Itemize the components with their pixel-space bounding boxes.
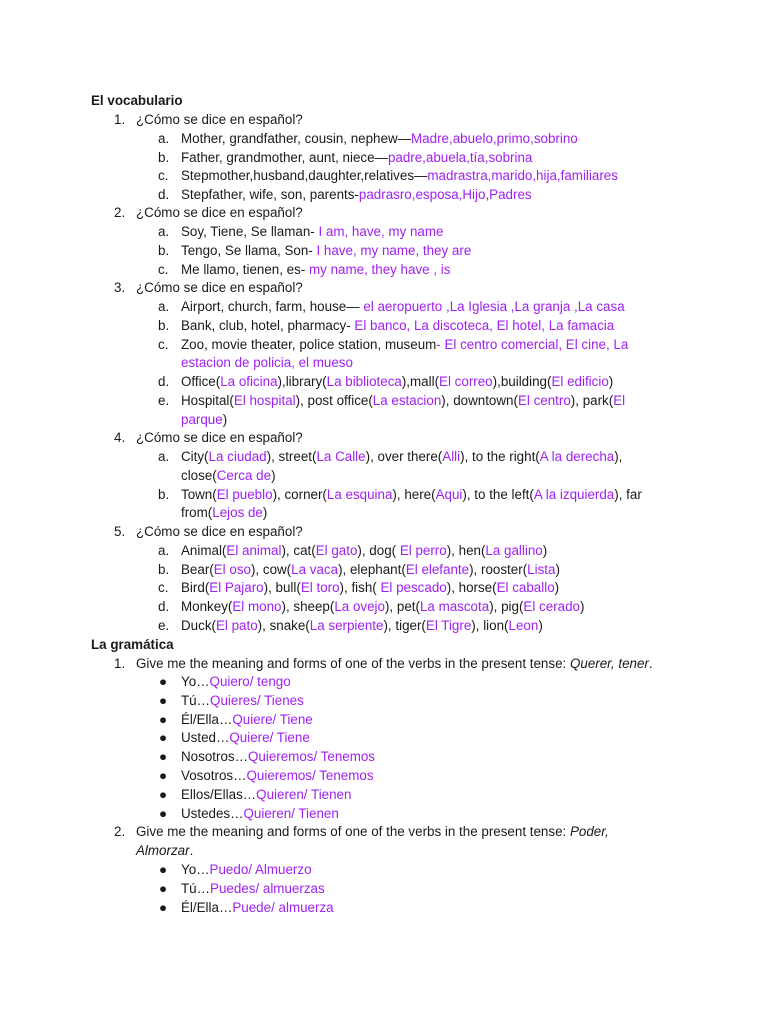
q3a-item <box>181 298 625 316</box>
g2-conjugation-row <box>181 880 325 898</box>
subject-pronoun: Nosotros… <box>181 749 248 765</box>
q3e-item-cont <box>181 411 227 429</box>
q4b-part: from( <box>181 505 213 520</box>
q3e-answer: parque <box>181 412 223 427</box>
q3e-marker: e. <box>158 393 170 408</box>
q5c-answer: El pescado <box>380 580 447 595</box>
g1-bullet: ● <box>159 692 168 708</box>
q5-question: ¿Cómo se dice en español? <box>136 524 303 539</box>
q3b-answer: El banco, La discoteca, El hotel, La famacia <box>354 318 615 333</box>
q3d-part: ) <box>608 374 614 389</box>
verb-forms: Quieres/ Tienes <box>210 692 304 708</box>
q5b-answer: El elefante <box>405 562 470 577</box>
q5d-part: Monkey( <box>181 599 233 614</box>
q4a-answer: La Calle <box>316 449 366 464</box>
q5d-part: ), pig( <box>489 599 524 614</box>
q5a-answer: El gato <box>315 543 358 558</box>
verb-forms: Quieren/ Tienen <box>243 805 339 821</box>
q3d-answer: El edificio <box>551 374 609 389</box>
q4b-marker: b. <box>158 487 170 502</box>
g2-question <box>136 823 609 841</box>
q5c-part: ), horse( <box>446 580 497 595</box>
q4-number: 4. <box>114 430 126 445</box>
g2-period: . <box>189 843 194 858</box>
q3e-part: ) <box>222 412 228 427</box>
g1-prompt: Give me the meaning and forms of one of the verbs in the present tense: <box>136 656 570 671</box>
q3b-text: Bank, club, hotel, pharmacy- <box>181 318 355 333</box>
q3d-part: ),mall( <box>401 374 440 389</box>
q5b-part: ) <box>555 562 560 577</box>
subject-pronoun: Yo… <box>181 862 210 877</box>
q5d-answer: El cerado <box>523 599 580 614</box>
q4a-part: City( <box>181 449 209 464</box>
q5d-answer: La ovejo <box>334 599 385 614</box>
q4b-part: ), to the left( <box>462 487 534 502</box>
q2b-text: Tengo, Se llama, Son- <box>181 243 317 258</box>
g1-verbs: Querer, tener <box>569 656 649 671</box>
q1d-answer: padrasro,esposa,Hijo,Padres <box>358 187 532 202</box>
q3c-answer: - El centro comercial, El cine, La <box>436 337 629 352</box>
g1-bullet: ● <box>159 711 168 727</box>
g1-bullet: ● <box>159 749 168 765</box>
subject-pronoun: Tú… <box>181 880 211 896</box>
q2c-item <box>181 261 450 279</box>
g1-bullet: ● <box>159 730 168 746</box>
q3e-part: ), post office( <box>295 393 373 408</box>
g1-conjugation-row <box>181 692 304 710</box>
q5a-answer: El animal <box>226 543 282 558</box>
q4a-item <box>181 448 622 466</box>
subject-pronoun: Vosotros… <box>181 768 247 783</box>
g2-question-cont <box>136 842 193 860</box>
verb-forms: Puedes/ almuerzas <box>210 880 325 896</box>
q5e-answer: El Tigre <box>425 618 472 633</box>
q3b-marker: b. <box>158 318 170 333</box>
q4b-part: ), corner( <box>272 487 327 502</box>
q5e-marker: e. <box>158 618 170 633</box>
q4a-part: close( <box>181 468 217 483</box>
q3e-answer: El centro <box>517 393 571 408</box>
q3a-text: Airport, church, farm, house— <box>181 299 364 314</box>
verb-forms: Quiero/ tengo <box>209 674 291 689</box>
q1a-marker: a. <box>158 131 170 146</box>
q3c-item <box>181 336 628 354</box>
q5e-answer: El pato <box>215 618 258 633</box>
q4b-answer: A la izquierda <box>533 487 615 502</box>
g1-bullet: ● <box>159 805 168 821</box>
q1a-item <box>181 130 578 148</box>
q4b-answer: La esquina <box>326 487 393 502</box>
q3e-part: ), park( <box>570 393 614 408</box>
q5e-item <box>181 617 543 635</box>
q4a-answer: A la derecha <box>539 449 615 464</box>
q3-number: 3. <box>114 280 126 295</box>
q5d-answer: El mono <box>232 599 282 614</box>
q4a-answer: La ciudad <box>208 449 267 464</box>
q5d-part: ) <box>580 599 585 614</box>
q3c-text: Zoo, movie theater, police station, museum <box>181 337 437 352</box>
g2-bullet: ● <box>159 899 168 915</box>
q3e-part: ), downtown( <box>441 393 518 408</box>
q4b-part: ) <box>262 505 268 520</box>
q5a-part: ), dog( <box>357 543 400 558</box>
q5a-item <box>181 542 547 560</box>
g1-conjugation-row <box>181 729 310 747</box>
q4a-part: ), over there( <box>365 449 443 464</box>
q4a-item-cont <box>181 467 276 485</box>
q2-question: ¿Cómo se dice en español? <box>136 205 303 220</box>
subject-pronoun: Yo… <box>181 674 210 689</box>
q5e-part: Duck( <box>181 618 216 633</box>
q5d-marker: d. <box>158 599 170 614</box>
q1b-answer: padre,abuela,tía,sobrina <box>387 150 533 165</box>
q4a-part: ), <box>614 449 623 464</box>
q2c-text: Me llamo, tienen, es- <box>181 262 310 277</box>
verb-forms: Quieren/ Tienen <box>256 786 352 802</box>
q5a-part: Animal( <box>181 543 227 558</box>
q3d-part: Office( <box>181 374 221 389</box>
q1c-item <box>181 167 618 185</box>
g2-verbs: Poder, <box>569 824 609 839</box>
q3a-answer: el aeropuerto ,La Iglesia ,La granja ,La casa <box>363 299 625 314</box>
q3d-part: ),library( <box>277 374 327 389</box>
g1-conjugation-row <box>181 711 313 729</box>
q4a-part: ), street( <box>266 449 317 464</box>
q4b-part: ), here( <box>392 487 436 502</box>
q5a-answer: La gallino <box>485 543 543 558</box>
q5d-part: ), pet( <box>384 599 420 614</box>
q3d-answer: La biblioteca <box>326 374 402 389</box>
q5b-part: Bear( <box>181 562 214 577</box>
q5c-answer: El toro <box>300 580 340 595</box>
q5d-answer: La mascota <box>419 599 490 614</box>
g1-bullet: ● <box>159 674 168 689</box>
g1-conjugation-row <box>181 748 375 766</box>
verb-forms: Puede/ almuerza <box>232 899 334 915</box>
q3e-answer: El <box>613 393 626 408</box>
q1b-item <box>181 149 532 167</box>
q4b-answer: El pueblo <box>216 487 273 502</box>
q2a-item <box>181 223 443 241</box>
q4-question: ¿Cómo se dice en español? <box>136 430 303 445</box>
g2-prompt: Give me the meaning and forms of one of the verbs in the present tense: <box>136 824 570 839</box>
section-heading-gramatica: La gramática <box>91 637 174 652</box>
q5d-part: ), sheep( <box>281 599 335 614</box>
q4b-answer: Lejos de <box>212 505 263 520</box>
q5b-answer: La vaca <box>291 562 339 577</box>
q5a-part: ), hen( <box>446 543 486 558</box>
q5e-part: ) <box>538 618 543 633</box>
q5c-part: ) <box>554 580 560 595</box>
subject-pronoun: Ellos/Ellas… <box>181 786 257 802</box>
q5a-part: ), cat( <box>281 543 316 558</box>
q3d-answer: El correo <box>439 374 493 389</box>
q5-number: 5. <box>114 524 126 539</box>
q4b-answer: Aqui <box>435 487 463 502</box>
g1-conjugation-row <box>181 786 351 804</box>
q5c-answer: El caballo <box>496 580 555 595</box>
q4a-part: ), to the right( <box>460 449 540 464</box>
g1-conjugation-row <box>181 805 339 823</box>
q1d-marker: d. <box>158 187 170 202</box>
q4a-answer: Cerca de <box>216 468 272 483</box>
q2b-marker: b. <box>158 243 170 258</box>
q1d-item <box>181 186 532 204</box>
q2-number: 2. <box>114 205 126 220</box>
q5b-item <box>181 561 560 579</box>
q3d-part: ),building( <box>492 374 552 389</box>
q4b-item <box>181 486 642 504</box>
q5b-answer: Lista <box>527 562 556 577</box>
q4b-part: Town( <box>181 487 217 502</box>
q3-question: ¿Cómo se dice en español? <box>136 280 303 295</box>
q3e-item <box>181 392 625 410</box>
q5e-answer: La serpiente <box>309 618 384 633</box>
verb-forms: Quieremos/ Tenemos <box>246 768 374 783</box>
subject-pronoun: Usted… <box>181 730 230 746</box>
q5a-part: ) <box>542 543 548 558</box>
q5c-part: ), fish( <box>339 580 381 595</box>
q4b-part: ), far <box>614 487 642 502</box>
g2-number: 2. <box>114 824 126 839</box>
g2-verbs-cont: Almorzar <box>136 843 190 858</box>
q3e-answer: El hospital <box>233 393 296 408</box>
q5b-part: ), cow( <box>250 562 292 577</box>
q2b-item <box>181 242 471 260</box>
q2c-answer: my name, they have , is <box>309 262 451 277</box>
q3a-marker: a. <box>158 299 170 314</box>
g2-bullet: ● <box>159 862 168 877</box>
verb-forms: Quiere/ Tiene <box>232 711 313 727</box>
q3d-answer: La oficina <box>220 374 278 389</box>
q1a-text: Mother, grandfather, cousin, nephew— <box>181 131 412 146</box>
q5e-part: ), lion( <box>471 618 509 633</box>
g2-bullet: ● <box>159 880 168 896</box>
verb-forms: Puedo/ Almuerzo <box>209 862 312 877</box>
g1-conjugation-row <box>181 673 291 691</box>
q1a-answer: Madre,abuelo,primo,sobrino <box>411 131 578 146</box>
q3c-answer-cont: estacion de policia, el mueso <box>181 355 353 370</box>
q5c-part: Bird( <box>181 580 210 595</box>
q4b-item-cont <box>181 504 267 522</box>
q4a-answer: Alli <box>442 449 461 464</box>
q5a-answer: El perro <box>399 543 447 558</box>
g1-bullet: ● <box>159 786 168 802</box>
q4a-part: ) <box>271 468 276 483</box>
section-heading-vocabulario: El vocabulario <box>91 93 183 108</box>
g1-number: 1. <box>114 656 126 671</box>
q5b-marker: b. <box>158 562 170 577</box>
q5b-part: ), rooster( <box>469 562 528 577</box>
q2a-text: Soy, Tiene, Se llaman- <box>181 224 319 239</box>
g2-conjugation-row <box>181 899 334 917</box>
g1-conjugation-row <box>181 767 374 785</box>
q5e-part: ), snake( <box>257 618 310 633</box>
q1b-marker: b. <box>158 150 170 165</box>
g2-conjugation-row <box>181 861 312 879</box>
q5c-answer: El Pajaro <box>209 580 264 595</box>
q1-question: ¿Cómo se dice en español? <box>136 112 303 127</box>
q5c-item <box>181 579 559 597</box>
q1b-text: Father, grandmother, aunt, niece— <box>181 150 388 165</box>
verb-forms: Quieremos/ Tenemos <box>247 749 376 765</box>
q5e-answer: Leon <box>508 618 539 633</box>
q3e-answer: La estacion <box>372 393 442 408</box>
subject-pronoun: Tú… <box>181 692 211 708</box>
q4a-marker: a. <box>158 449 170 464</box>
q3c-marker: c. <box>158 337 169 352</box>
q5c-part: ), bull( <box>263 580 301 595</box>
subject-pronoun: Él/Ella… <box>181 711 233 727</box>
q1d-text: Stepfather, wife, son, parents- <box>181 187 359 202</box>
q5c-marker: c. <box>158 580 169 595</box>
q2a-answer: I am, have, my name <box>318 224 444 239</box>
q2c-marker: c. <box>158 262 169 277</box>
subject-pronoun: Él/Ella… <box>181 899 233 915</box>
g1-bullet: ● <box>159 768 168 783</box>
q1c-answer: madrastra,marido,hija,familiares <box>427 168 618 183</box>
verb-forms: Quiere/ Tiene <box>229 730 310 746</box>
q2a-marker: a. <box>158 224 170 239</box>
q1c-marker: c. <box>158 168 169 183</box>
g1-period: . <box>648 656 653 671</box>
q5e-part: ), tiger( <box>383 618 426 633</box>
q5b-answer: El oso <box>213 562 251 577</box>
q3b-item <box>181 317 614 335</box>
q5d-item <box>181 598 584 616</box>
q2b-answer: I have, my name, they are <box>316 243 472 258</box>
q3d-marker: d. <box>158 374 170 389</box>
q3e-part: Hospital( <box>181 393 234 408</box>
q1c-text: Stepmother,husband,daughter,relatives— <box>181 168 428 183</box>
q3d-item <box>181 373 613 391</box>
subject-pronoun: Ustedes… <box>181 805 244 821</box>
g1-question <box>136 655 653 673</box>
q5a-marker: a. <box>158 543 170 558</box>
q5b-part: ), elephant( <box>338 562 406 577</box>
q1-number: 1. <box>114 112 126 127</box>
